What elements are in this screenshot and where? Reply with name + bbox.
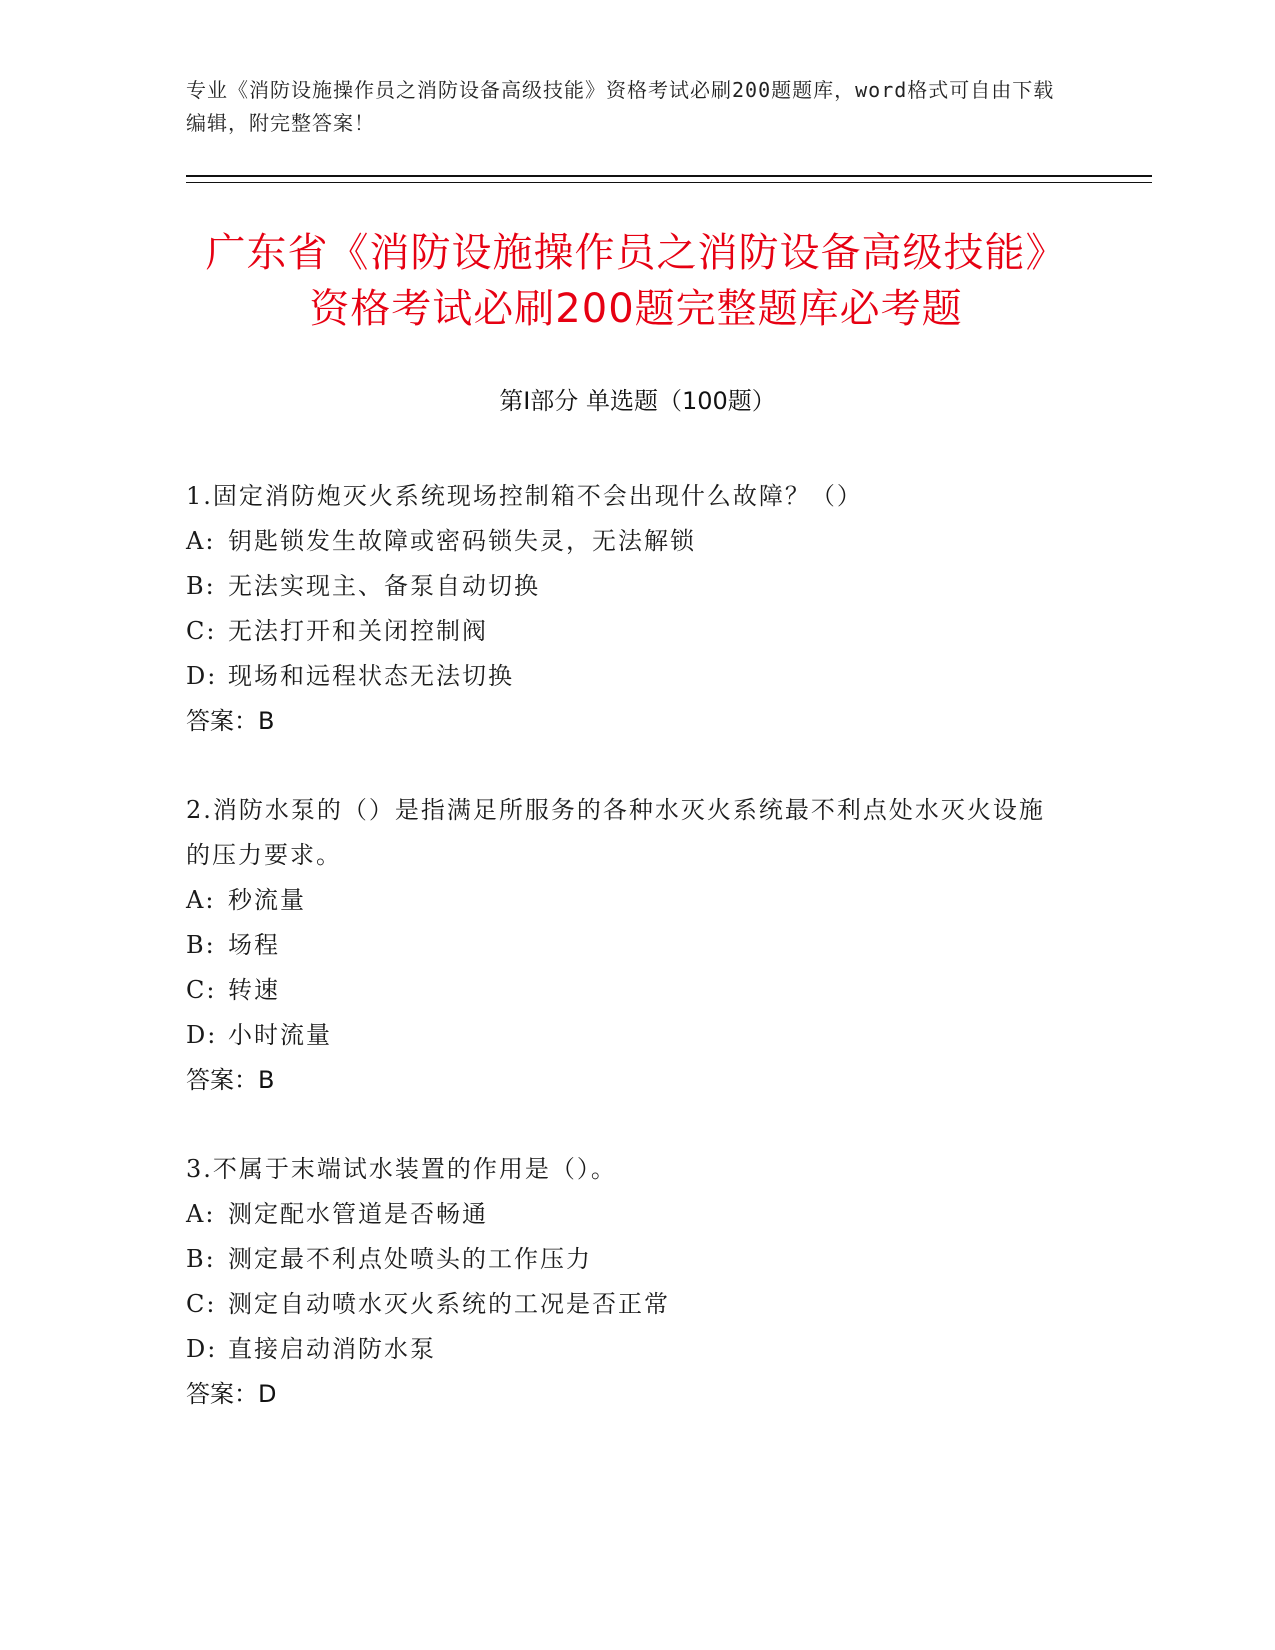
section-heading: 第Ⅰ部分 单选题（100题） xyxy=(499,387,776,415)
option-key: A: xyxy=(186,886,216,914)
option-text: 转速 xyxy=(228,976,280,1004)
answer-line: 答案：D xyxy=(186,1380,277,1408)
header-note: 专业《消防设施操作员之消防设备高级技能》资格考试必刷200题题库，word格式可自由下载编辑，附完整答案！ xyxy=(186,78,1055,135)
option-c xyxy=(186,1282,1066,1327)
option-text: 无法打开和关闭控制阀 xyxy=(228,617,488,645)
option-b xyxy=(186,564,1066,609)
option-c xyxy=(186,968,1066,1013)
option-key: A: xyxy=(186,1200,216,1228)
option-key: D: xyxy=(186,1021,218,1049)
option-text: 测定最不利点处喷头的工作压力 xyxy=(228,1245,592,1273)
question-stem: 1.固定消防炮灭火系统现场控制箱不会出现什么故障？（） xyxy=(186,482,863,510)
header-divider-thin xyxy=(186,182,1152,183)
option-key: D: xyxy=(186,662,218,690)
option-c xyxy=(186,609,1066,654)
option-text: 测定配水管道是否畅通 xyxy=(228,1200,488,1228)
option-b xyxy=(186,1237,1066,1282)
option-a xyxy=(186,519,1066,564)
option-text: 小时流量 xyxy=(228,1021,332,1049)
option-d xyxy=(186,1013,1066,1058)
question-1 xyxy=(186,474,1066,744)
option-text: 直接启动消防水泵 xyxy=(228,1335,436,1363)
answer-line: 答案：B xyxy=(186,1066,275,1094)
document-title: 广东省《消防设施操作员之消防设备高级技能》资格考试必刷200题完整题库必考题 xyxy=(205,230,1067,332)
question-3 xyxy=(186,1147,1066,1417)
option-text: 秒流量 xyxy=(228,886,306,914)
question-stem: 2.消防水泵的（）是指满足所服务的各种水灭火系统最不利点处水灭火设施的压力要求。 xyxy=(186,796,1045,869)
question-2 xyxy=(186,788,1066,1103)
option-key: B: xyxy=(186,1245,216,1273)
option-a xyxy=(186,1192,1066,1237)
option-text: 现场和远程状态无法切换 xyxy=(228,662,514,690)
option-key: D: xyxy=(186,1335,218,1363)
option-key: B: xyxy=(186,931,216,959)
answer-line: 答案：B xyxy=(186,707,275,735)
option-d xyxy=(186,654,1066,699)
option-text: 测定自动喷水灭火系统的工况是否正常 xyxy=(228,1290,670,1318)
option-text: 无法实现主、备泵自动切换 xyxy=(228,572,540,600)
option-text: 场程 xyxy=(228,931,280,959)
option-key: A: xyxy=(186,527,216,555)
option-key: C: xyxy=(186,1290,217,1318)
option-d xyxy=(186,1327,1066,1372)
option-key: C: xyxy=(186,976,217,1004)
option-text: 钥匙锁发生故障或密码锁失灵，无法解锁 xyxy=(228,527,696,555)
header-divider-thick xyxy=(186,175,1152,177)
option-key: C: xyxy=(186,617,217,645)
question-list xyxy=(186,474,1066,1461)
option-key: B: xyxy=(186,572,216,600)
option-b xyxy=(186,923,1066,968)
question-stem: 3.不属于末端试水装置的作用是（）。 xyxy=(186,1155,617,1183)
option-a xyxy=(186,878,1066,923)
